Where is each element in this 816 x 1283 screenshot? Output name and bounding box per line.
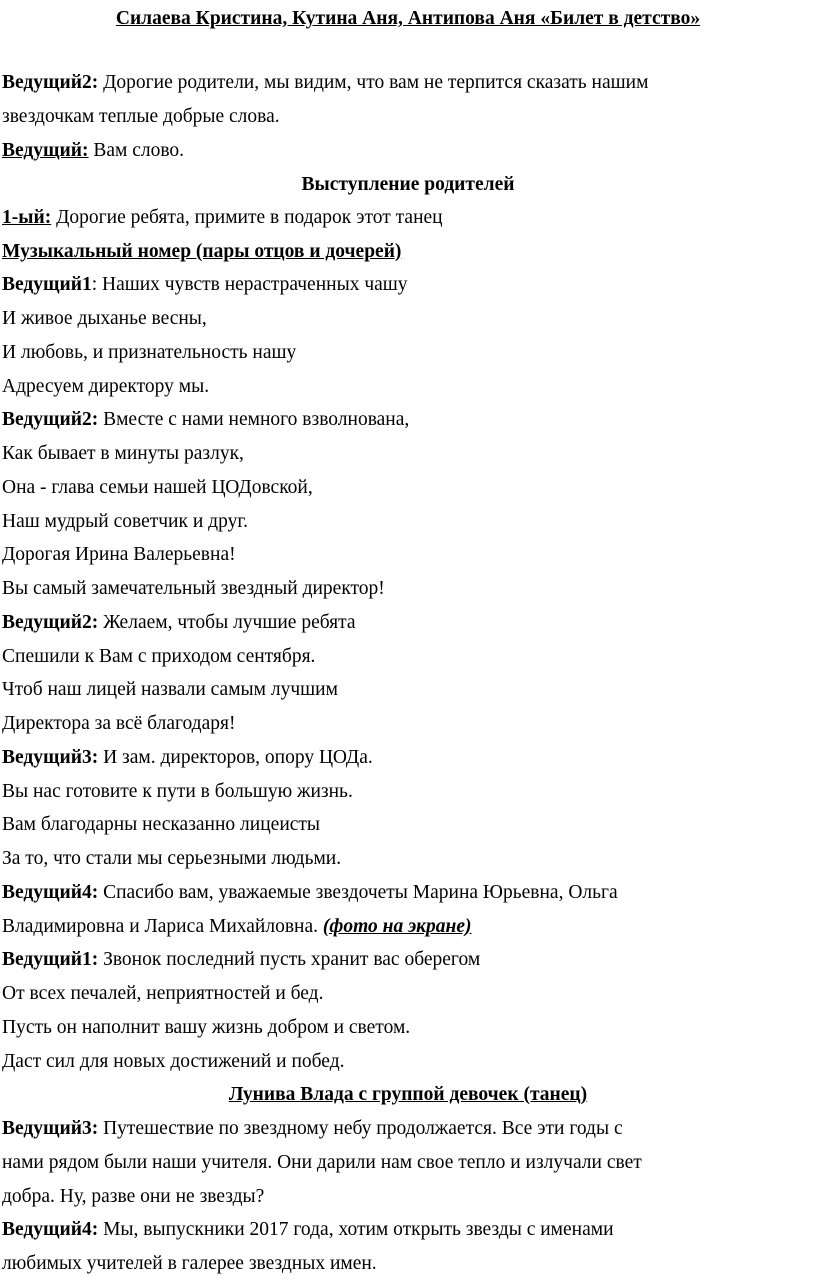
speaker-label: Ведущий: <box>2 140 89 161</box>
text-line <box>2 741 814 775</box>
line-text: Вы самый замечательный звездный директор! <box>2 578 385 599</box>
text-line <box>2 1213 814 1247</box>
text-line <box>2 505 814 539</box>
line-text: Она - глава семьи нашей ЦОДовской, <box>2 477 313 498</box>
line-text: Адресуем директору мы. <box>2 376 210 397</box>
text-line <box>2 66 814 100</box>
text-line <box>2 268 814 302</box>
text-line <box>2 572 814 606</box>
line-text: Путешествие по звездному небу продолжается. Все эти годы с <box>98 1118 623 1139</box>
text-line <box>2 1112 814 1146</box>
line-text: Директора за всё благодаря! <box>2 713 236 734</box>
text-line <box>2 100 814 134</box>
text-line <box>2 673 814 707</box>
line-text: Вам слово. <box>88 140 185 161</box>
text-line <box>2 1146 814 1180</box>
text-line <box>2 640 814 674</box>
speaker-label: Ведущий2: <box>2 409 99 430</box>
line-text: Спасибо вам, уважаемые звездочеты Марина Юрьевна, Ольга <box>98 882 618 903</box>
text-line <box>2 471 814 505</box>
line-text: Вы нас готовите к пути в большую жизнь. <box>2 781 353 802</box>
speaker-label: Ведущий1: <box>2 949 99 970</box>
text-line <box>2 302 814 336</box>
text-line <box>2 201 814 235</box>
stage-note: (фото на экране) <box>322 916 472 937</box>
line-text: Как бывает в минуты разлук, <box>2 443 244 464</box>
line-text: И зам. директоров, опору ЦОДа. <box>98 747 373 768</box>
text-line <box>2 977 814 1011</box>
text-line <box>2 1011 814 1045</box>
text-line <box>2 1180 814 1214</box>
line-text: звездочкам теплые добрые слова. <box>2 106 280 127</box>
line-text: От всех печалей, неприятностей и бед. <box>2 983 324 1004</box>
text-line <box>2 437 814 471</box>
line-text: Желаем, чтобы лучшие ребята <box>98 612 356 633</box>
line-text: И живое дыханье весны, <box>2 308 207 329</box>
text-line <box>2 910 814 944</box>
line-text: Вам благодарны несказанно лицеисты <box>2 814 321 835</box>
line-text: : Наших чувств нерастраченных чашу <box>91 274 408 295</box>
line-text: За то, что стали мы серьезными людьми. <box>2 848 342 869</box>
line-text: Дорогие родители, мы видим, что вам не терпится сказать нашим <box>98 72 649 93</box>
section-heading: Музыкальный номер (пары отцов и дочерей) <box>2 241 402 262</box>
text-line <box>2 606 814 640</box>
document-title: Силаева Кристина, Кутина Аня, Антипова Аня «Билет в детство» <box>115 8 701 29</box>
text-line <box>2 336 814 370</box>
line-text: Дорогие ребята, примите в подарок этот танец <box>51 207 443 228</box>
line-text: Пусть он наполнит вашу жизнь добром и светом. <box>2 1017 411 1038</box>
line-text: добра. Ну, разве они не звезды? <box>2 1186 265 1207</box>
line-text: любимых учителей в галерее звездных имен. <box>2 1253 377 1274</box>
text-line <box>2 775 814 809</box>
text-line <box>2 134 814 168</box>
section-heading: Выступление родителей <box>301 174 515 195</box>
speaker-label: Ведущий1 <box>2 274 92 295</box>
text-line <box>2 370 814 404</box>
line-text: Наш мудрый советчик и друг. <box>2 511 248 532</box>
line-text: Звонок последний пусть хранит вас оберегом <box>98 949 481 970</box>
text-line <box>2 943 814 977</box>
line-text: Владимировна и Лариса Михайловна. <box>2 916 323 937</box>
speaker-label: Ведущий2: <box>2 612 99 633</box>
speaker-label: 1-ый: <box>2 207 52 228</box>
text-line <box>2 538 814 572</box>
text-line <box>2 808 814 842</box>
line-text: И любовь, и признательность нашу <box>2 342 297 363</box>
line-text: Спешили к Вам с приходом сентября. <box>2 646 316 667</box>
text-line <box>2 876 814 910</box>
line-text: нами рядом были наши учителя. Они дарили нам свое тепло и излучали свет <box>2 1152 642 1173</box>
speaker-label: Ведущий4: <box>2 882 99 903</box>
text-line <box>2 1247 814 1281</box>
speaker-label: Ведущий2: <box>2 72 99 93</box>
line-text: Вместе с нами немного взволнована, <box>98 409 410 430</box>
speaker-label: Ведущий4: <box>2 1219 99 1240</box>
speaker-label: Ведущий3: <box>2 747 99 768</box>
line-text: Мы, выпускники 2017 года, хотим открыть звезды с именами <box>98 1219 614 1240</box>
section-heading: Лунива Влада с группой девочек (танец) <box>228 1084 588 1105</box>
text-line <box>2 403 814 437</box>
line-text: Дорогая Ирина Валерьевна! <box>2 544 236 565</box>
speaker-label: Ведущий3: <box>2 1118 99 1139</box>
line-text: Даст сил для новых достижений и побед. <box>2 1051 345 1072</box>
line-text: Чтоб наш лицей назвали самым лучшим <box>2 679 338 700</box>
text-line <box>2 842 814 876</box>
text-line <box>2 707 814 741</box>
text-line <box>2 1045 814 1079</box>
